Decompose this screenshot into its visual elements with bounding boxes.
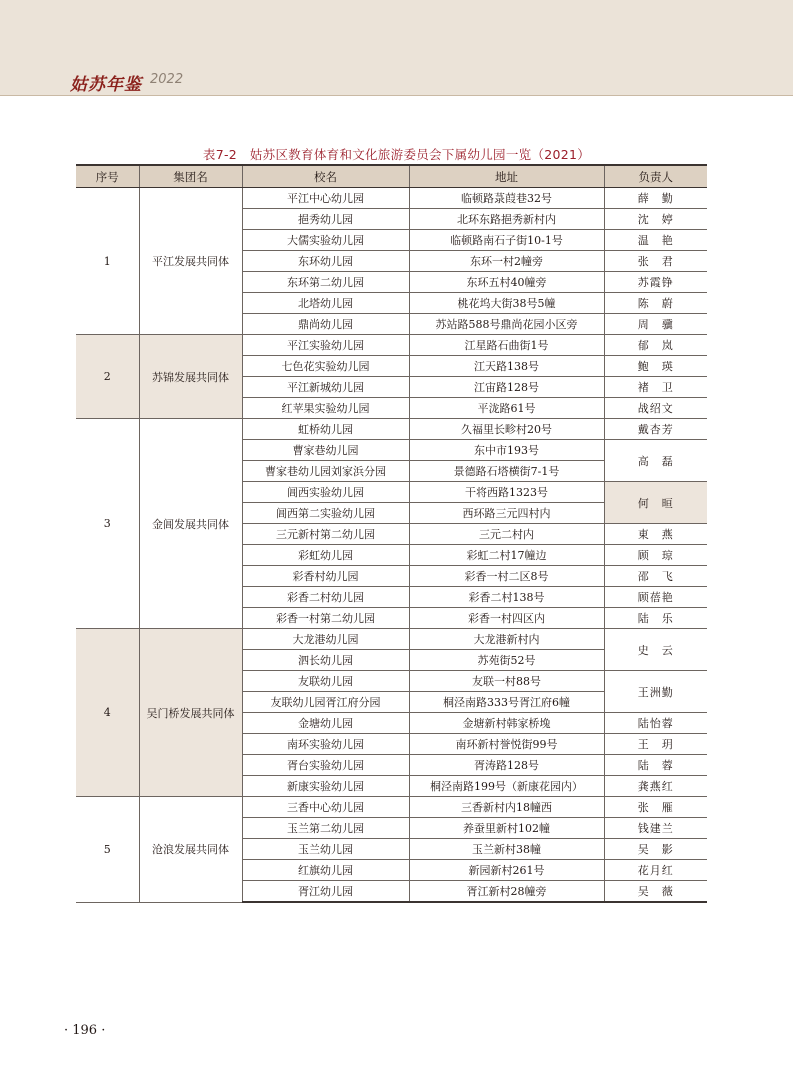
school-address: 三元二村内: [409, 524, 604, 545]
school-name: 三香中心幼儿园: [242, 797, 409, 818]
group-name: 吴门桥发展共同体: [139, 629, 242, 797]
school-address: 平泷路61号: [409, 398, 604, 419]
school-name: 友联幼儿园: [242, 671, 409, 692]
principal-name: 褚 卫: [604, 377, 707, 398]
principal-name: 吴 薇: [604, 881, 707, 903]
principal-name: 吴 影: [604, 839, 707, 860]
school-address: 桐泾南路199号（新康花园内）: [409, 776, 604, 797]
school-address: 玉兰新村38幢: [409, 839, 604, 860]
school-address: 久福里长畛村20号: [409, 419, 604, 440]
principal-name: 陆 蓉: [604, 755, 707, 776]
group-index: 3: [76, 419, 139, 629]
school-name: 胥台实验幼儿园: [242, 755, 409, 776]
principal-name: 战绍文: [604, 398, 707, 419]
principal-name: 苏霞铮: [604, 272, 707, 293]
school-address: 北环东路挹秀新村内: [409, 209, 604, 230]
school-address: 桃花坞大街38号5幢: [409, 293, 604, 314]
school-address: 江宙路128号: [409, 377, 604, 398]
school-name: 鼎尚幼儿园: [242, 314, 409, 335]
school-name: 平江新城幼儿园: [242, 377, 409, 398]
principal-name: 周 骥: [604, 314, 707, 335]
principal-name: 陆 乐: [604, 608, 707, 629]
school-name: 平江中心幼儿园: [242, 188, 409, 209]
principal-name: 顾 琼: [604, 545, 707, 566]
group-index: 4: [76, 629, 139, 797]
school-name: 金塘幼儿园: [242, 713, 409, 734]
school-name: 虹桥幼儿园: [242, 419, 409, 440]
principal-name: 高 磊: [604, 440, 707, 482]
school-name: 大龙港幼儿园: [242, 629, 409, 650]
kindergarten-table: [76, 164, 707, 903]
table-caption: 表7-2 姑苏区教育体育和文化旅游委员会下属幼儿园一览（2021）: [202, 147, 591, 162]
table-row: [76, 335, 707, 356]
principal-name: 郁 岚: [604, 335, 707, 356]
school-name: 七色花实验幼儿园: [242, 356, 409, 377]
school-name: 红苹果实验幼儿园: [242, 398, 409, 419]
school-address: 南环新村誉悦街99号: [409, 734, 604, 755]
school-address: 桐泾南路333号胥江府6幢: [409, 692, 604, 713]
school-address: 东环一村2幢旁: [409, 251, 604, 272]
school-name: 彩虹幼儿园: [242, 545, 409, 566]
group-index: 1: [76, 188, 139, 335]
school-address: 金塘新村韩家桥堍: [409, 713, 604, 734]
column-header-address: 地址: [409, 165, 604, 188]
principal-name: 薛 勤: [604, 188, 707, 209]
principal-name: 花月红: [604, 860, 707, 881]
school-address: 江星路石曲街1号: [409, 335, 604, 356]
school-name: 南环实验幼儿园: [242, 734, 409, 755]
principal-name: 鲍 瑛: [604, 356, 707, 377]
school-address: 彩香一村二区8号: [409, 566, 604, 587]
school-address: 苏苑街52号: [409, 650, 604, 671]
yearbook-title: 姑苏年鉴: [70, 75, 142, 95]
table-row: [76, 629, 707, 650]
school-name: 阊西第二实验幼儿园: [242, 503, 409, 524]
school-name: 新康实验幼儿园: [242, 776, 409, 797]
school-name: 平江实验幼儿园: [242, 335, 409, 356]
principal-name: 邵 飞: [604, 566, 707, 587]
group-index: 5: [76, 797, 139, 903]
school-address: 胥涛路128号: [409, 755, 604, 776]
school-name: 彩香二村幼儿园: [242, 587, 409, 608]
school-name: 玉兰幼儿园: [242, 839, 409, 860]
principal-name: 東 燕: [604, 524, 707, 545]
school-name: 友联幼儿园胥江府分园: [242, 692, 409, 713]
school-address: 胥江新村28幢旁: [409, 881, 604, 903]
school-name: 东环幼儿园: [242, 251, 409, 272]
group-name: 苏锦发展共同体: [139, 335, 242, 419]
school-address: 临顿路菉葭巷32号: [409, 188, 604, 209]
group-index: 2: [76, 335, 139, 419]
principal-name: 何 晅: [604, 482, 707, 524]
column-header-group: 集团名: [139, 165, 242, 188]
column-header-school: 校名: [242, 165, 409, 188]
school-address: 友联一村88号: [409, 671, 604, 692]
principal-name: 陆怡蓉: [604, 713, 707, 734]
school-name: 彩香一村第二幼儿园: [242, 608, 409, 629]
school-address: 三香新村内18幢西: [409, 797, 604, 818]
school-address: 干将西路1323号: [409, 482, 604, 503]
school-name: 大儒实验幼儿园: [242, 230, 409, 251]
school-address: 临顿路南石子街10-1号: [409, 230, 604, 251]
school-address: 苏站路588号鼎尚花园小区旁: [409, 314, 604, 335]
school-name: 三元新村第二幼儿园: [242, 524, 409, 545]
principal-name: 王 玥: [604, 734, 707, 755]
school-name: 红旗幼儿园: [242, 860, 409, 881]
page-number: · 196 ·: [64, 1023, 106, 1038]
group-name: 平江发展共同体: [139, 188, 242, 335]
school-address: 东中市193号: [409, 440, 604, 461]
school-name: 曹家巷幼儿园刘家浜分园: [242, 461, 409, 482]
school-address: 新园新村261号: [409, 860, 604, 881]
school-address: 景德路石塔横街7-1号: [409, 461, 604, 482]
school-name: 曹家巷幼儿园: [242, 440, 409, 461]
principal-name: 钱建兰: [604, 818, 707, 839]
school-name: 阊西实验幼儿园: [242, 482, 409, 503]
principal-name: 龚燕红: [604, 776, 707, 797]
school-name: 挹秀幼儿园: [242, 209, 409, 230]
school-name: 泗长幼儿园: [242, 650, 409, 671]
principal-name: 王洲勤: [604, 671, 707, 713]
school-address: 东环五村40幢旁: [409, 272, 604, 293]
group-name: 金阊发展共同体: [139, 419, 242, 629]
principal-name: 张 雁: [604, 797, 707, 818]
yearbook-year: 2022: [150, 72, 184, 87]
school-address: 西环路三元四村内: [409, 503, 604, 524]
school-name: 彩香村幼儿园: [242, 566, 409, 587]
group-name: 沧浪发展共同体: [139, 797, 242, 903]
table-row: [76, 188, 707, 209]
school-address: 大龙港新村内: [409, 629, 604, 650]
school-name: 北塔幼儿园: [242, 293, 409, 314]
school-address: 彩香二村138号: [409, 587, 604, 608]
table-row: [76, 797, 707, 818]
principal-name: 温 艳: [604, 230, 707, 251]
table-header-row: [76, 165, 707, 188]
principal-name: 沈 婷: [604, 209, 707, 230]
column-header-index: 序号: [76, 165, 139, 188]
school-address: 江天路138号: [409, 356, 604, 377]
school-address: 养蚕里新村102幢: [409, 818, 604, 839]
school-name: 东环第二幼儿园: [242, 272, 409, 293]
principal-name: 史 云: [604, 629, 707, 671]
school-name: 胥江幼儿园: [242, 881, 409, 903]
principal-name: 陈 蔚: [604, 293, 707, 314]
school-address: 彩虹二村17幢边: [409, 545, 604, 566]
school-name: 玉兰第二幼儿园: [242, 818, 409, 839]
table-row: [76, 419, 707, 440]
school-address: 彩香一村四区内: [409, 608, 604, 629]
column-header-principal: 负责人: [604, 165, 707, 188]
principal-name: 戴杏芳: [604, 419, 707, 440]
principal-name: 张 君: [604, 251, 707, 272]
principal-name: 顾蓓艳: [604, 587, 707, 608]
header-rule: [0, 95, 793, 96]
